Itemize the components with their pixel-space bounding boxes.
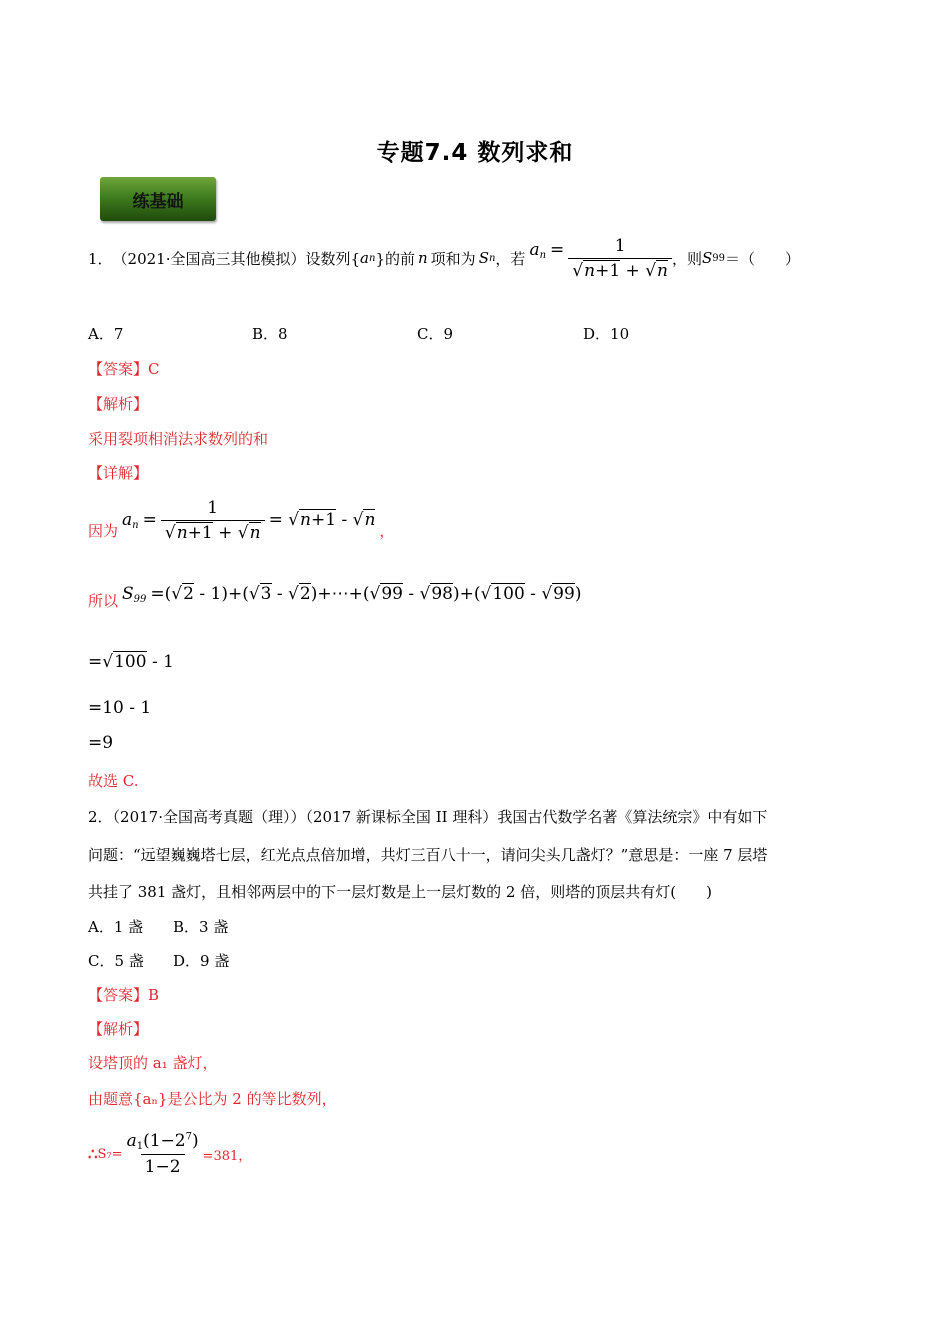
q1-option-c: C．9 xyxy=(417,325,454,343)
q1-detail-label: 【详解】 xyxy=(88,464,149,482)
formula-an: $a_n$ = $\frac{1}{√n+1 + √n}$ xyxy=(529,236,672,281)
q2-analysis-label: 【解析】 xyxy=(88,1020,149,1038)
q2-option-d: D．9 盏 xyxy=(173,952,230,970)
q2-option-c: C．5 盏 xyxy=(88,952,144,970)
q2-answer: 【答案】B xyxy=(88,986,160,1004)
page-title: 专题7.4 数列求和 xyxy=(376,140,574,166)
q2-option-b: B．3 盏 xyxy=(173,918,229,936)
q2-step1: 设塔顶的 a₁ 盏灯， xyxy=(88,1054,218,1072)
q1-sum-line: 所以 $S_{99}$ =(√2 - 1)+(√3 - √2)+⋯+(√99 - √98)+(√100 - √99) xyxy=(88,583,582,610)
q2-stem-line2: 问题：“远望巍巍塔七层，红光点点倍加增，共灯三百八十一，请问尖头几盏灯？”意思是：一座 7 层塔 xyxy=(88,846,768,864)
q1-answer: 【答案】C xyxy=(88,360,160,378)
q1-option-a: A．7 xyxy=(88,325,124,343)
q2-sum-formula: ∴ S₇= $\frac{a_1(1-2^7)}{1-2}$ =381， xyxy=(88,1131,252,1177)
q2-stem-line1: 2．（2017·全国高考真题（理））（2017 新课标全国 II 理科）我国古代数学名著《算法统宗》中有如下 xyxy=(88,808,768,826)
q1-analysis-label: 【解析】 xyxy=(88,395,149,413)
q1-stem: 1． （2021·全国高三其他模拟） 设数列{ a n }的前 n 项和为 S n ，若 $a_n$ = $\frac{1}{√n+1 + √n}$ ，则 S 99 ＝（ ） xyxy=(88,235,801,281)
q1-because-line: 因为 $a_n$ = $\frac{1}{√n+1 + √n}$ = √n+1 - √n ， xyxy=(88,497,395,543)
q2-option-a: A．1 盏 xyxy=(88,918,144,936)
q1-step2: =10 - 1 xyxy=(88,698,152,718)
section-badge: 练基础 xyxy=(100,177,216,221)
q1-option-d: D．10 xyxy=(583,325,630,343)
q1-step3: =9 xyxy=(88,733,114,753)
q1-analysis: 采用裂项相消法求数列的和 xyxy=(88,430,269,448)
q1-step1: =√100 - 1 xyxy=(88,652,174,672)
q2-step2: 由题意{aₙ}是公比为 2 的等比数列， xyxy=(88,1090,337,1108)
q2-stem-line3: 共挂了 381 盏灯，且相邻两层中的下一层灯数是上一层灯数的 2 倍，则塔的顶层共有灯( ) xyxy=(88,883,712,901)
q1-conclusion: 故选 C. xyxy=(88,772,139,790)
q1-option-b: B．8 xyxy=(252,325,288,343)
